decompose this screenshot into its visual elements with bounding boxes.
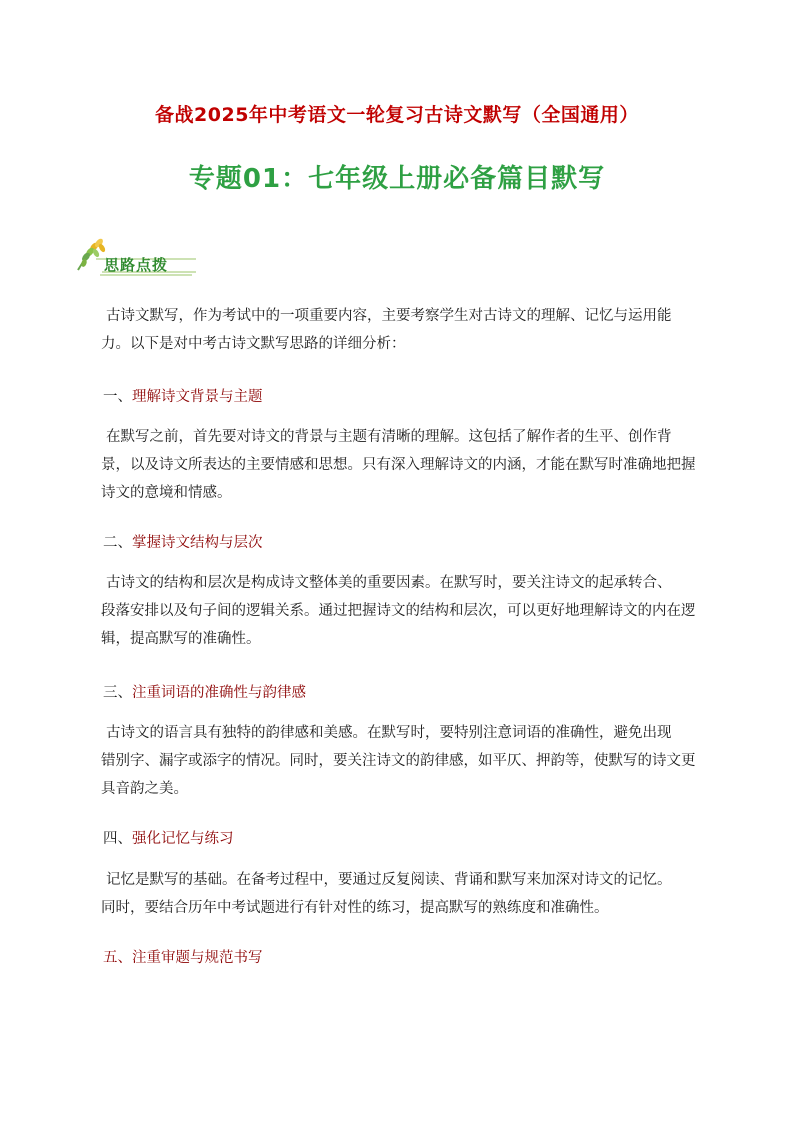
- section-paragraph-3: [103, 719, 721, 803]
- paragraph-line: 在默写之前，首先要对诗文的背景与主题有清晰的理解。这包括了解作者的生平、创作背: [106, 429, 672, 445]
- paragraph-line: 记忆是默写的基础。在备考过程中，要通过反复阅读、背诵和默写来加深对诗文的记忆。: [106, 872, 672, 888]
- section-heading-3: [103, 681, 306, 702]
- section-title: 掌握诗文结构与层次: [132, 535, 263, 551]
- document-title: 备战2025年中考语文一轮复习古诗文默写（全国通用）: [155, 104, 639, 126]
- section-title: 注重词语的准确性与韵律感: [132, 685, 306, 701]
- badge-label: 思路点拨: [104, 256, 169, 274]
- intro-line-2: 力。以下是对中考古诗文默写思路的详细分析：: [101, 336, 406, 352]
- paragraph-line: 具音韵之美。: [101, 781, 188, 797]
- section-paragraph-1: [103, 423, 721, 507]
- section-heading-2: [103, 531, 263, 552]
- section-title: 注重审题与规范书写: [132, 950, 263, 966]
- section-heading-1: [103, 385, 263, 406]
- paragraph-line: 古诗文的结构和层次是构成诗文整体美的重要因素。在默写时，要关注诗文的起承转合、: [106, 575, 672, 591]
- paragraph-line: 错别字、漏字或添字的情况。同时，要关注诗文的韵律感，如平仄、押韵等，使默写的诗文更: [101, 753, 696, 769]
- section-badge: [72, 234, 202, 280]
- section-number: 四、: [103, 831, 132, 847]
- paragraph-line: 古诗文的语言具有独特的韵律感和美感。在默写时，要特别注意词语的准确性，避免出现: [106, 725, 672, 741]
- section-heading-4: [103, 827, 234, 848]
- paragraph-line: 景，以及诗文所表达的主要情感和思想。只有深入理解诗文的内涵，才能在默写时准确地把握: [101, 457, 696, 473]
- paragraph-line: 辑，提高默写的准确性。: [101, 631, 261, 647]
- section-heading-5: [103, 946, 263, 967]
- section-number: 三、: [103, 685, 132, 701]
- section-title: 强化记忆与练习: [132, 831, 234, 847]
- section-paragraph-4: [103, 866, 721, 922]
- paragraph-line: 同时，要结合历年中考试题进行有针对性的练习，提高默写的熟练度和准确性。: [101, 900, 609, 916]
- section-number: 一、: [103, 389, 132, 405]
- document-subtitle: 专题01：七年级上册必备篇目默写: [188, 164, 606, 194]
- section-number: 五、: [103, 950, 132, 966]
- section-paragraph-2: [103, 569, 721, 653]
- section-title: 理解诗文背景与主题: [132, 389, 263, 405]
- intro-paragraph: [103, 302, 721, 358]
- paragraph-line: 段落安排以及句子间的逻辑关系。通过把握诗文的结构和层次，可以更好地理解诗文的内在逻: [101, 603, 696, 619]
- intro-line-1: 古诗文默写，作为考试中的一项重要内容，主要考察学生对古诗文的理解、记忆与运用能: [106, 308, 672, 324]
- section-number: 二、: [103, 535, 132, 551]
- paragraph-line: 诗文的意境和情感。: [101, 485, 232, 501]
